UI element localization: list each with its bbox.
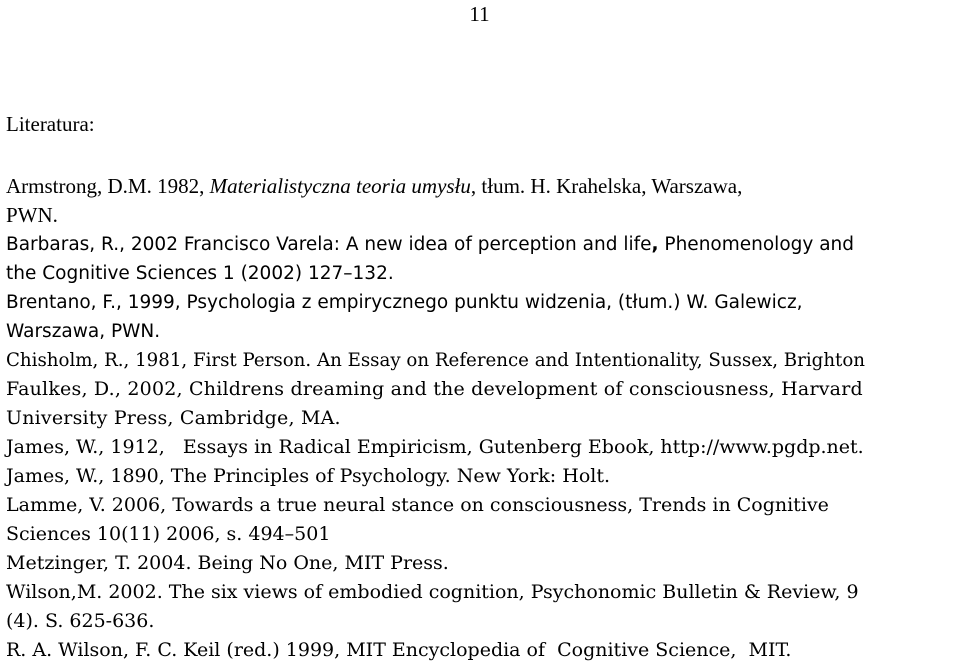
reference-text: University Press, Cambridge, MA.: [6, 407, 341, 429]
reference-text: Chisholm, R., 1981, First Person. An Essay on Reference and Intentionality, Sussex, Brighton: [6, 350, 866, 371]
reference-list: [6, 172, 956, 665]
reference-text: Metzinger, T. 2004. Being No One, MIT Press.: [6, 552, 449, 574]
reference-line: [6, 520, 956, 549]
reference-line: [6, 230, 956, 259]
reference-line: [6, 288, 956, 317]
reference-james-1912: [6, 433, 956, 462]
reference-line: [6, 201, 956, 230]
reference-text: Warszawa, PWN.: [6, 321, 161, 342]
reference-line: [6, 636, 956, 665]
reference-text: Armstrong, D.M. 1982,: [6, 174, 210, 198]
reference-text: Lamme, V. 2006, Towards a true neural stance on consciousness, Trends in Cognitive: [6, 494, 829, 516]
reference-brentano: [6, 288, 956, 346]
reference-text: R. A. Wilson, F. C. Keil (red.) 1999, MIT Encyclopedia of Cognitive Science, MIT.: [6, 639, 792, 661]
reference-wilson-keil: [6, 636, 956, 665]
page-number: 11: [469, 2, 490, 26]
reference-line: [6, 549, 956, 578]
reference-metzinger: [6, 549, 956, 578]
reference-text: PWN.: [6, 203, 58, 227]
reference-text: the Cognitive Sciences 1 (2002) 127–132.: [6, 263, 394, 284]
reference-line: [6, 491, 956, 520]
reference-james-1890: [6, 462, 956, 491]
reference-line: [6, 578, 956, 607]
reference-text: Brentano, F., 1999, Psychologia z empirycznego punktu widzenia, (tłum.) W. Galewicz,: [6, 292, 803, 313]
reference-line: [6, 375, 956, 404]
reference-line: [6, 259, 956, 288]
reference-line: [6, 172, 956, 201]
reference-line: [6, 433, 956, 462]
reference-text: Phenomenology and: [658, 234, 855, 255]
reference-text: (4). S. 625-636.: [6, 610, 155, 632]
reference-line: [6, 607, 956, 636]
reference-title-italic: Materialistyczna teoria umysłu: [209, 174, 471, 198]
reference-text: , tłum. H. Krahelska, Warszawa,: [470, 174, 743, 198]
reference-text: James, W., 1912, Essays in Radical Empiricism, Gutenberg Ebook, http://www.pgdp.net.: [6, 436, 864, 458]
reference-line: [6, 404, 956, 433]
reference-barbaras: [6, 230, 956, 288]
reference-text: James, W., 1890, The Principles of Psychology. New York: Holt.: [6, 465, 611, 487]
reference-chisholm: [6, 346, 956, 375]
reference-text: Faulkes, D., 2002, Childrens dreaming and the development of consciousness, Harvard: [6, 378, 863, 400]
reference-lamme: [6, 491, 956, 549]
reference-wilson: [6, 578, 956, 636]
reference-faulkes: [6, 375, 956, 433]
literature-heading: Literatura:: [6, 112, 95, 136]
reference-text: Sciences 10(11) 2006, s. 494–501: [6, 523, 331, 545]
reference-armstrong: [6, 172, 956, 230]
reference-text: Wilson,M. 2002. The six views of embodied cognition, Psychonomic Bulletin & Review, 9: [6, 581, 859, 603]
reference-line: [6, 317, 956, 346]
reference-line: [6, 462, 956, 491]
reference-line: [6, 346, 956, 375]
reference-text-bold: ,: [651, 234, 659, 255]
reference-text: Barbaras, R., 2002 Francisco Varela: A new idea of perception and life: [6, 234, 652, 255]
